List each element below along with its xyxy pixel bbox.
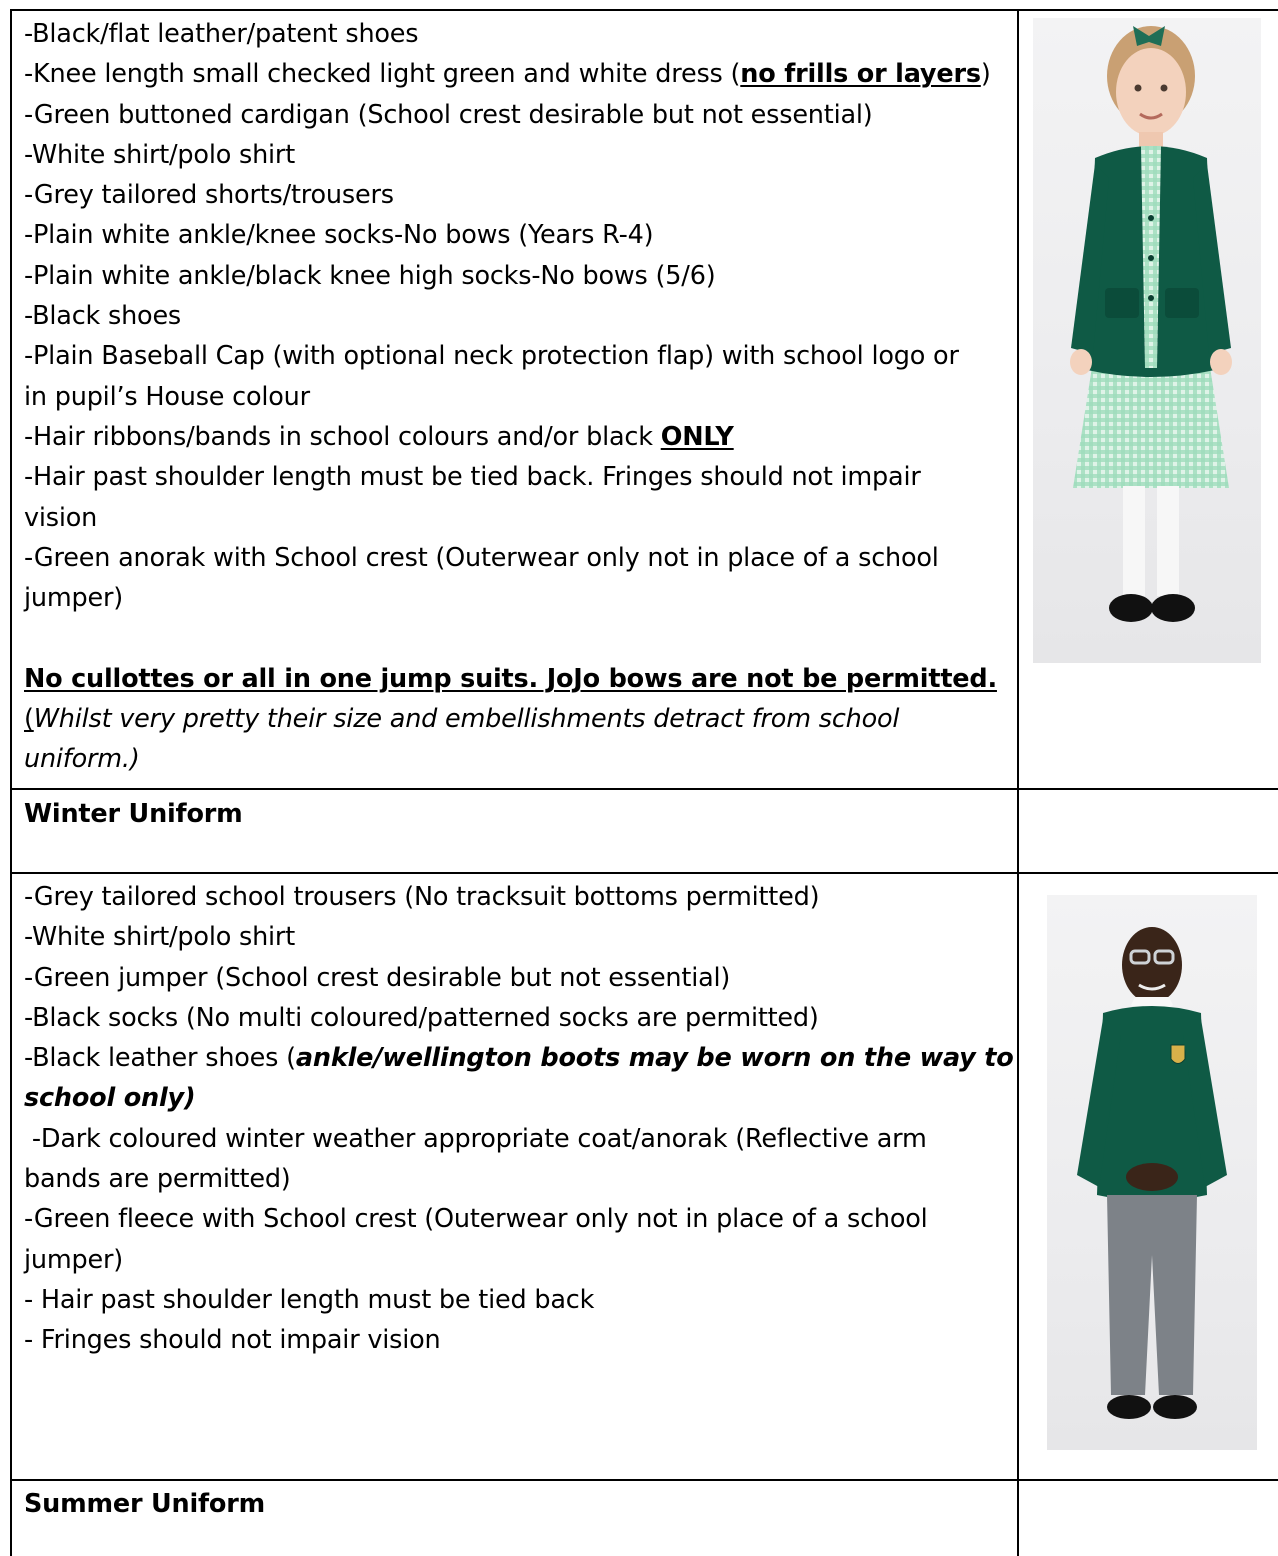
list-item: -Black/flat leather/patent shoes bbox=[24, 19, 419, 49]
list-item: in pupil’s House colour bbox=[24, 381, 310, 412]
list-item: -Green anorak with School crest (Outerwear only not in place of a school bbox=[24, 542, 939, 573]
list-item: -Plain white ankle/black knee high socks-No bows (5/6) bbox=[24, 260, 716, 291]
list-item: jumper) bbox=[24, 583, 123, 614]
list-item: -Grey tailored school trousers (No tracksuit bottoms permitted) bbox=[24, 882, 820, 912]
list-item: -Black shoes bbox=[24, 301, 182, 332]
note-italic: Whilst very pretty their size and embellishments detract from school bbox=[33, 704, 900, 735]
table-border-top bbox=[10, 9, 1278, 11]
ribbons-emphasis: ONLY bbox=[660, 421, 734, 452]
list-item-shoes bbox=[24, 1038, 1014, 1078]
list-item: - Hair past shoulder length must be tied back bbox=[24, 1284, 595, 1315]
list-item: jumper) bbox=[24, 1244, 123, 1275]
list-item: -Grey tailored shorts/trousers bbox=[24, 180, 394, 211]
list-item: -Green fleece with School crest (Outerwear only not in place of a school bbox=[24, 1204, 928, 1235]
winter-heading: Winter Uniform bbox=[24, 799, 243, 829]
note-italic: uniform.) bbox=[24, 744, 140, 775]
boy-uniform-photo bbox=[1047, 895, 1257, 1450]
dress-text: -Knee length small checked light green and white dress ( bbox=[24, 59, 741, 90]
notice-text: No cullottes or all in one jump suits. JoJo bows are not be permitted. bbox=[24, 663, 997, 694]
winter-list-cell bbox=[24, 877, 1014, 1361]
girl-uniform-photo bbox=[1033, 18, 1261, 663]
blank-line bbox=[24, 618, 1009, 658]
list-item: -Green jumper (School crest desirable but not essential) bbox=[24, 962, 731, 993]
girl-figure-illustration bbox=[1033, 18, 1261, 663]
list-item: vision bbox=[24, 502, 98, 533]
list-item: -Green buttoned cardigan (School crest desirable but not essential) bbox=[24, 99, 873, 130]
list-item-ribbons bbox=[24, 417, 1009, 457]
note-open: ( bbox=[24, 704, 34, 735]
list-item: -White shirt/polo shirt bbox=[24, 139, 296, 170]
dress-emphasis: no frills or layers bbox=[740, 59, 981, 90]
list-item: -Black socks (No multi coloured/patterned socks are permitted) bbox=[24, 1002, 819, 1033]
note-line bbox=[24, 699, 1009, 739]
summer-heading: Summer Uniform bbox=[24, 1489, 265, 1519]
shoes-text: -Black leather shoes ( bbox=[24, 1043, 296, 1074]
table-border-left bbox=[10, 9, 12, 1556]
list-item: -Plain Baseball Cap (with optional neck protection flap) with school logo or bbox=[24, 341, 959, 372]
list-item: -Hair past shoulder length must be tied back. Fringes should not impair bbox=[24, 462, 921, 493]
row-divider bbox=[10, 872, 1278, 874]
row-divider bbox=[10, 1479, 1278, 1481]
list-item: - Fringes should not impair vision bbox=[24, 1325, 441, 1356]
list-item: -Plain white ankle/knee socks-No bows (Years R-4) bbox=[24, 220, 654, 251]
list-item-dress bbox=[24, 54, 1009, 94]
row-divider bbox=[10, 788, 1278, 790]
boy-figure-illustration bbox=[1047, 895, 1257, 1450]
list-item: -Dark coloured winter weather appropriate coat/anorak (Reflective arm bbox=[24, 1123, 927, 1154]
list-item: -White shirt/polo shirt bbox=[24, 922, 296, 953]
column-divider bbox=[1017, 9, 1019, 1556]
uniform-list-cell bbox=[24, 14, 1009, 780]
shoes-emphasis: school only) bbox=[24, 1083, 196, 1114]
list-item: bands are permitted) bbox=[24, 1164, 291, 1195]
ribbons-text: -Hair ribbons/bands in school colours and/or black bbox=[24, 421, 661, 452]
shoes-emphasis: ankle/wellington boots may be worn on the way to bbox=[295, 1043, 1014, 1074]
dress-suffix: ) bbox=[980, 59, 991, 90]
